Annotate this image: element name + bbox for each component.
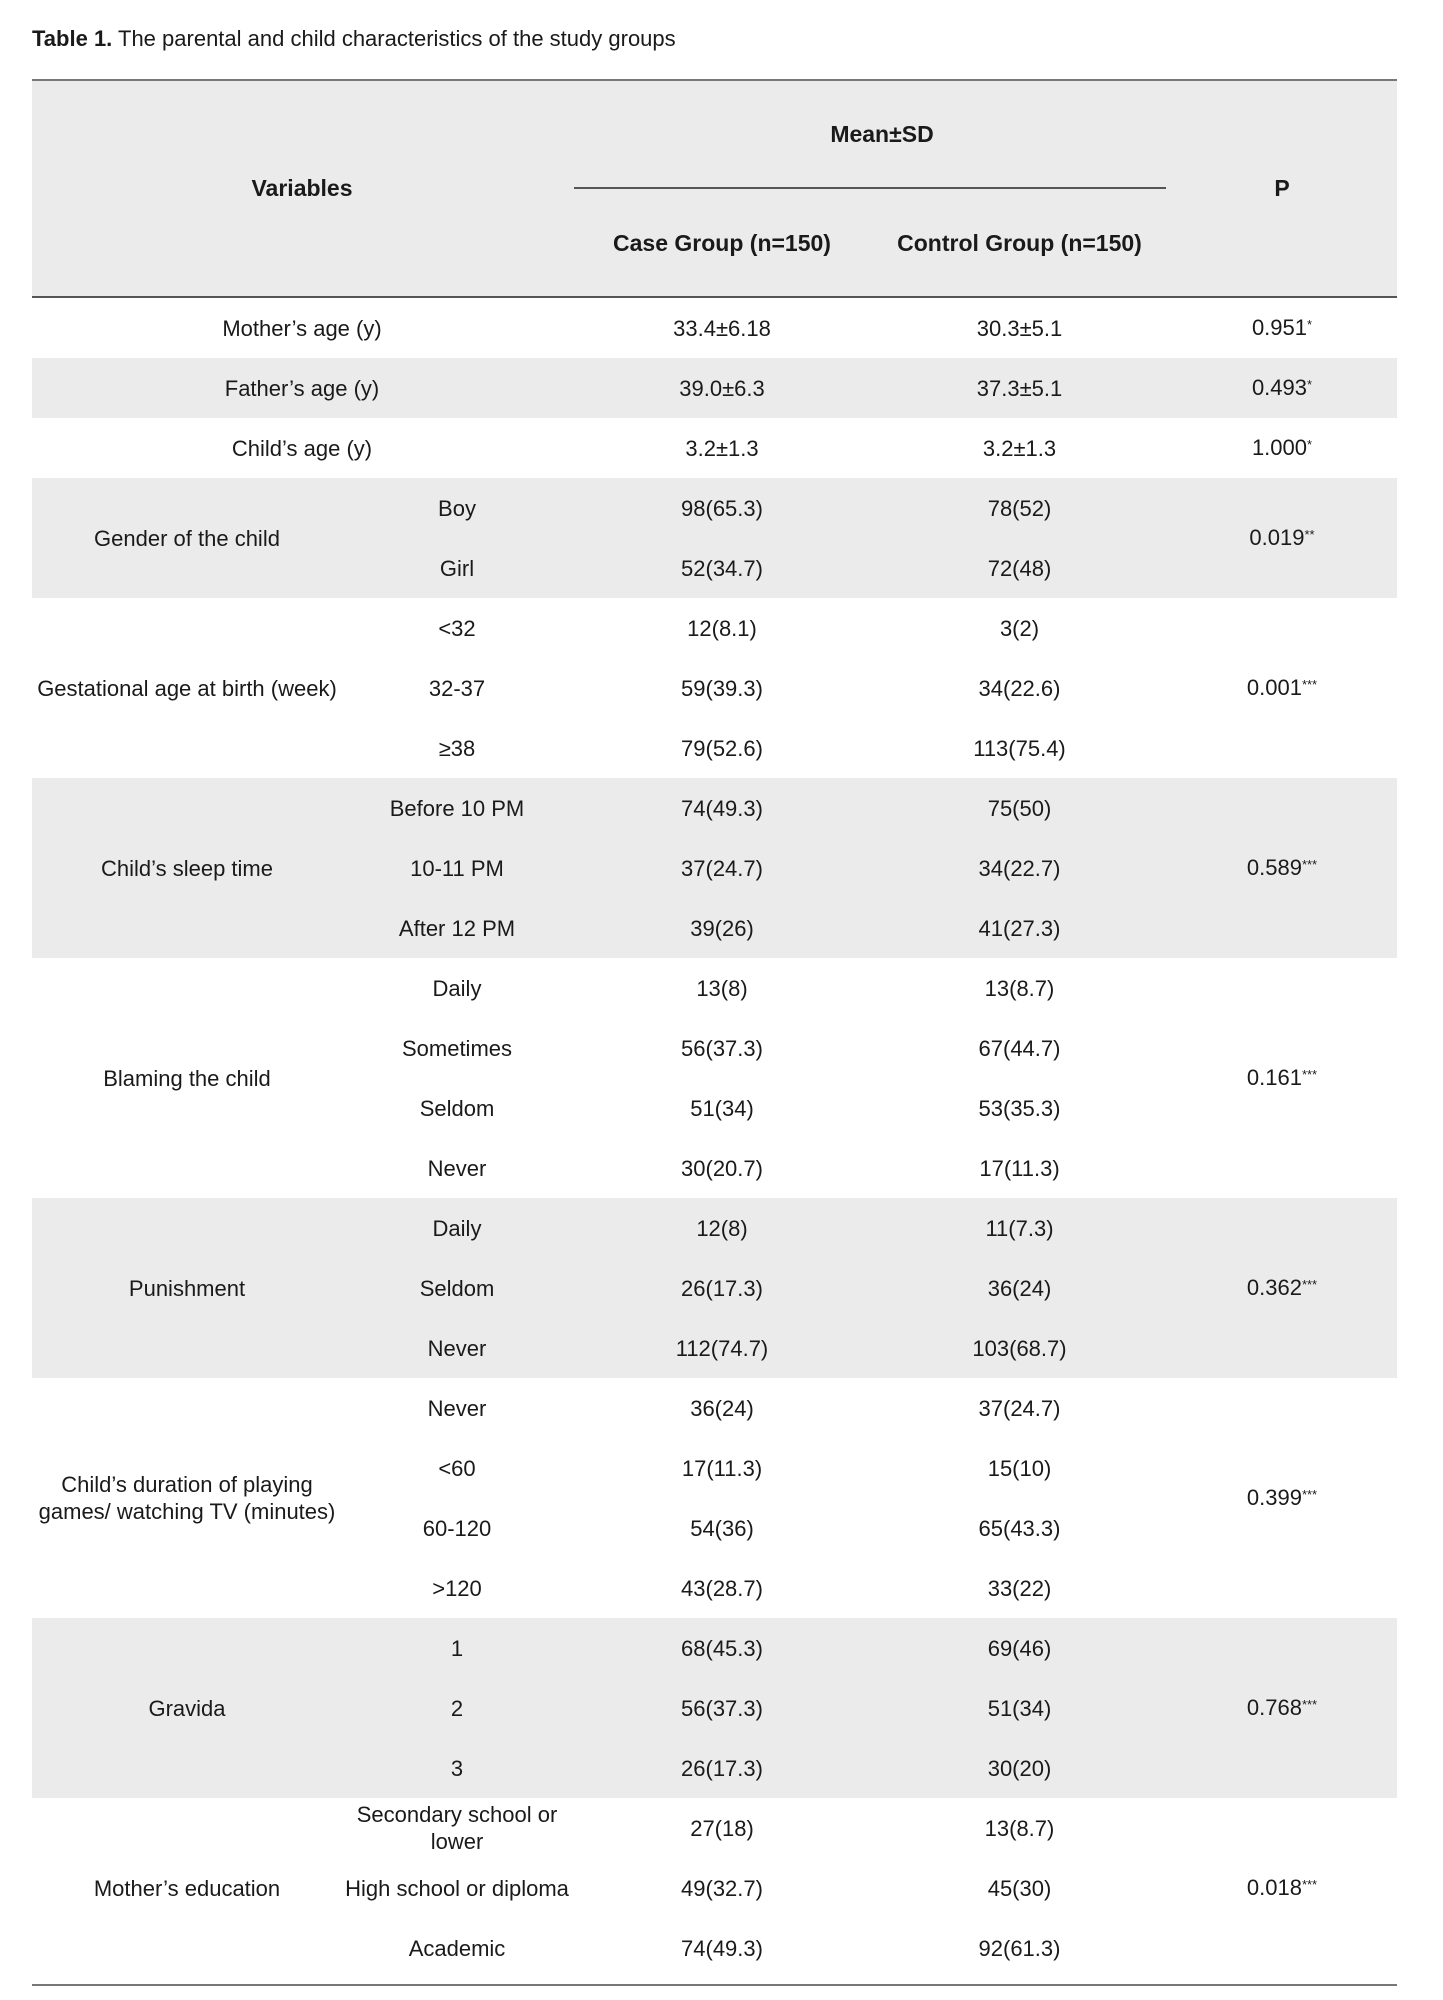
p-value: 0.018	[1246, 1875, 1302, 1900]
case-value-cell: 36(24)	[690, 1395, 754, 1421]
control-value-cell: 30(20)	[987, 1755, 1052, 1781]
case-value-cell: 56(37.3)	[681, 1695, 763, 1721]
p-value-significance-marker: ***	[1301, 1276, 1318, 1292]
subcategory-cell: 3	[450, 1755, 464, 1781]
variable-label: Child’s age (y)	[231, 435, 373, 461]
p-value-significance-marker: *	[1307, 316, 1313, 332]
control-value-cell: 34(22.7)	[978, 855, 1061, 881]
variable-group	[32, 958, 1397, 1198]
control-value-cell: 30.3±5.1	[976, 315, 1063, 341]
header-mean-sd: Mean±SD	[830, 121, 934, 147]
case-value-cell: 33.4±6.18	[673, 315, 771, 341]
header-p: P	[1274, 175, 1290, 201]
p-value-cell	[1167, 1618, 1397, 1798]
variable-label: Child’s sleep time	[100, 855, 273, 881]
control-value-cell: 92(61.3)	[978, 1935, 1061, 1961]
p-value: 0.399	[1246, 1485, 1302, 1510]
control-value-cell: 3(2)	[999, 615, 1040, 641]
p-value-significance-marker: ***	[1301, 856, 1318, 872]
header-control-group: Control Group (n=150)	[897, 230, 1142, 256]
variable-group	[32, 1198, 1397, 1378]
control-value-cell: 69(46)	[987, 1635, 1052, 1661]
p-value: 0.768	[1246, 1695, 1302, 1720]
control-value-cell: 15(10)	[987, 1455, 1052, 1481]
subcategory-cell: High school or diploma	[345, 1875, 569, 1901]
subcategory-cell: Girl	[439, 555, 475, 581]
control-value-cell: 72(48)	[987, 555, 1052, 581]
variable-label: Punishment	[128, 1275, 246, 1301]
header-spanner-rule	[574, 187, 1166, 189]
p-value-cell	[1167, 1378, 1397, 1618]
variable-group	[32, 1378, 1397, 1618]
control-value-cell: 34(22.6)	[978, 675, 1061, 701]
variable-group	[32, 778, 1397, 958]
control-value-cell: 51(34)	[987, 1695, 1052, 1721]
subcategory-cell: Daily	[432, 975, 482, 1001]
variable-group	[32, 358, 1397, 418]
case-value-cell: 27(18)	[690, 1815, 754, 1841]
p-value-cell	[1167, 418, 1397, 478]
table-caption-label: Table 1.	[32, 26, 113, 51]
case-value-cell: 39(26)	[690, 915, 754, 941]
case-value-cell: 59(39.3)	[681, 675, 763, 701]
variable-group	[32, 418, 1397, 478]
variable-group	[32, 1798, 1397, 1978]
subcategory-cell: Boy	[438, 495, 476, 521]
control-value-cell: 11(7.3)	[985, 1215, 1054, 1241]
case-value-cell: 54(36)	[690, 1515, 754, 1541]
variable-group	[32, 298, 1397, 358]
subcategory-cell: Seldom	[419, 1095, 495, 1121]
case-value-cell: 43(28.7)	[681, 1575, 763, 1601]
p-value-significance-marker: *	[1307, 376, 1313, 392]
p-value-significance-marker: ***	[1301, 1486, 1318, 1502]
p-value-cell	[1167, 778, 1397, 958]
case-value-cell: 56(37.3)	[681, 1035, 763, 1061]
control-value-cell: 36(24)	[987, 1275, 1052, 1301]
p-value-cell	[1167, 598, 1397, 778]
p-value: 1.000	[1251, 435, 1307, 460]
control-value-cell: 78(52)	[987, 495, 1052, 521]
case-value-cell: 26(17.3)	[681, 1755, 763, 1781]
header-case-group: Case Group (n=150)	[613, 230, 831, 256]
variable-label: Mother’s education	[93, 1875, 281, 1901]
case-value-cell: 52(34.7)	[681, 555, 763, 581]
p-value-significance-marker: ***	[1301, 1696, 1318, 1712]
case-value-cell: 68(45.3)	[681, 1635, 763, 1661]
control-value-cell: 103(68.7)	[972, 1335, 1067, 1361]
case-value-cell: 26(17.3)	[681, 1275, 763, 1301]
table-caption	[32, 24, 676, 54]
variable-label: Father’s age (y)	[224, 375, 380, 401]
p-value-cell	[1167, 1198, 1397, 1378]
variable-label: Gender of the child	[94, 525, 280, 551]
table-caption-text: The parental and child characteristics of the study groups	[112, 26, 676, 51]
control-value-cell: 13(8.7)	[984, 1815, 1055, 1841]
control-value-cell: 37(24.7)	[978, 1395, 1061, 1421]
header-variables: Variables	[251, 175, 353, 201]
subcategory-cell: Never	[427, 1395, 487, 1421]
case-value-cell: 12(8)	[696, 1215, 748, 1241]
case-value-cell: 13(8)	[696, 975, 748, 1001]
table-bottom-rule	[32, 1984, 1397, 1986]
p-value: 0.493	[1251, 375, 1307, 400]
table-header	[32, 81, 1397, 296]
subcategory-cell: 32-37	[428, 675, 486, 701]
p-value: 0.019	[1249, 525, 1305, 550]
control-value-cell: 75(50)	[987, 795, 1052, 821]
subcategory-cell: Daily	[432, 1215, 482, 1241]
p-value: 0.362	[1246, 1275, 1302, 1300]
subcategory-cell: Never	[427, 1155, 487, 1181]
p-value-significance-marker: ***	[1301, 1066, 1318, 1082]
p-value: 0.001	[1246, 675, 1302, 700]
control-value-cell: 65(43.3)	[978, 1515, 1061, 1541]
subcategory-cell: Before 10 PM	[389, 795, 525, 821]
subcategory-cell: <32	[438, 615, 476, 641]
case-value-cell: 74(49.3)	[681, 1935, 763, 1961]
case-value-cell: 74(49.3)	[681, 795, 763, 821]
p-value-significance-marker: ***	[1301, 676, 1318, 692]
subcategory-cell: Never	[427, 1335, 487, 1361]
control-value-cell: 13(8.7)	[984, 975, 1055, 1001]
p-value-cell	[1167, 358, 1397, 418]
case-value-cell: 98(65.3)	[681, 495, 763, 521]
subcategory-cell: Sometimes	[401, 1035, 513, 1061]
subcategory-cell: 2	[450, 1695, 464, 1721]
p-value-cell	[1167, 1798, 1397, 1978]
variable-label: Blaming the child	[103, 1065, 271, 1091]
control-value-cell: 53(35.3)	[978, 1095, 1061, 1121]
p-value: 0.951	[1251, 315, 1307, 340]
p-value-significance-marker: *	[1307, 436, 1313, 452]
variable-label: Mother’s age (y)	[222, 315, 382, 341]
variable-label: Gestational age at birth (week)	[37, 675, 337, 701]
subcategory-cell: Seldom	[419, 1275, 495, 1301]
subcategory-cell: ≥38	[438, 735, 476, 761]
case-value-cell: 12(8.1)	[687, 615, 757, 641]
case-value-cell: 3.2±1.3	[685, 435, 759, 461]
variable-group	[32, 1618, 1397, 1798]
p-value-significance-marker: ***	[1301, 1876, 1318, 1892]
control-value-cell: 41(27.3)	[978, 915, 1061, 941]
subcategory-cell: 60-120	[422, 1515, 492, 1541]
p-value-cell	[1167, 298, 1397, 358]
case-value-cell: 30(20.7)	[681, 1155, 763, 1181]
control-value-cell: 17(11.3)	[979, 1155, 1060, 1181]
p-value-significance-marker: **	[1304, 526, 1315, 542]
subcategory-cell: After 12 PM	[398, 915, 516, 941]
variable-group	[32, 478, 1397, 598]
case-value-cell: 37(24.7)	[681, 855, 763, 881]
subcategory-cell: <60	[438, 1455, 476, 1481]
variable-group	[32, 598, 1397, 778]
case-value-cell: 79(52.6)	[681, 735, 763, 761]
subcategory-cell: Academic	[408, 1935, 506, 1961]
p-value: 0.589	[1246, 855, 1302, 880]
variable-label: Child’s duration of playing games/ watching TV (minutes)	[38, 1472, 336, 1524]
case-value-cell: 51(34)	[690, 1095, 754, 1121]
variable-label: Gravida	[148, 1695, 226, 1721]
p-value-cell	[1167, 478, 1397, 598]
p-value-cell	[1167, 958, 1397, 1198]
case-value-cell: 17(11.3)	[681, 1455, 763, 1481]
subcategory-cell: 10-11 PM	[410, 855, 504, 881]
control-value-cell: 113(75.4)	[973, 735, 1066, 761]
subcategory-cell: >120	[432, 1575, 482, 1601]
subcategory-cell: 1	[450, 1635, 464, 1661]
case-value-cell: 112(74.7)	[675, 1335, 769, 1361]
case-value-cell: 39.0±6.3	[679, 375, 765, 401]
control-value-cell: 45(30)	[987, 1875, 1052, 1901]
control-value-cell: 67(44.7)	[978, 1035, 1061, 1061]
control-value-cell: 3.2±1.3	[982, 435, 1057, 461]
control-value-cell: 33(22)	[987, 1575, 1052, 1601]
control-value-cell: 37.3±5.1	[976, 375, 1063, 401]
case-value-cell: 49(32.7)	[681, 1875, 763, 1901]
p-value: 0.161	[1246, 1065, 1302, 1090]
subcategory-cell: Secondary school or lower	[356, 1802, 558, 1854]
